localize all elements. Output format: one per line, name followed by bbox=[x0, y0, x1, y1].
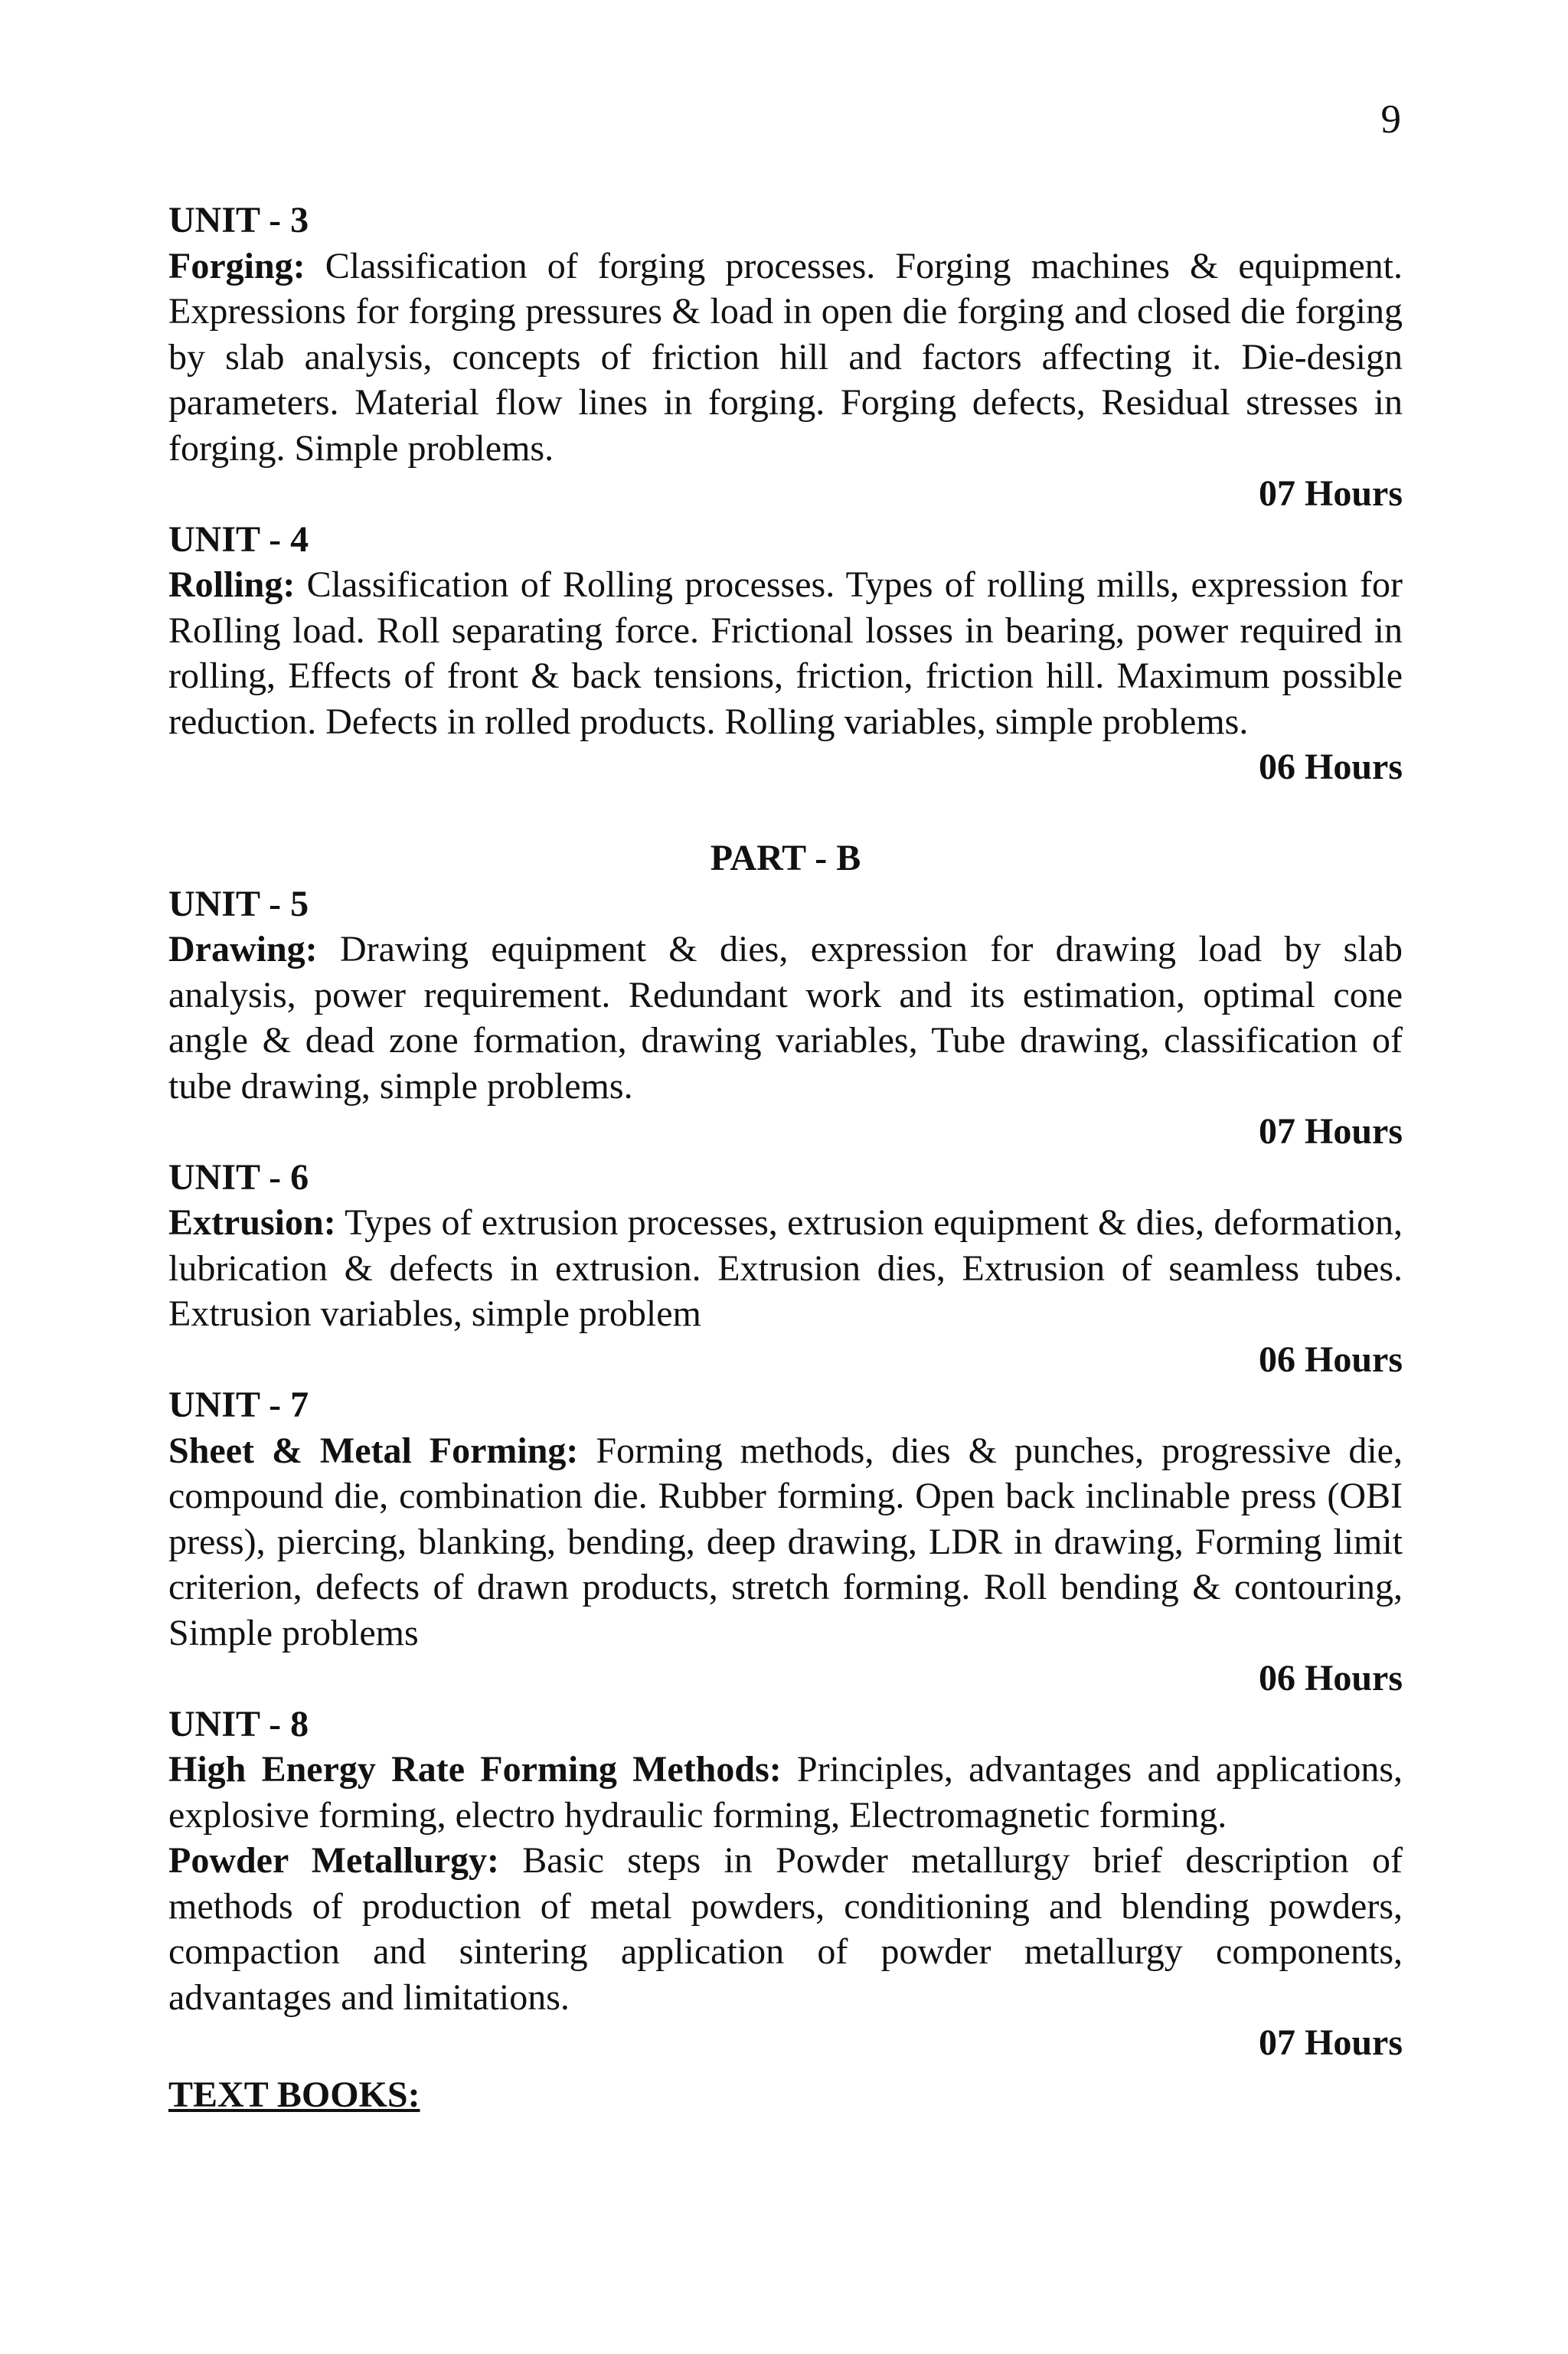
unit-7-text: Forming methods, dies & punches, progressive die, compound die, combination die. Rubber forming. Open back inclinable press (OBI press), piercing, blanking, bending, deep drawing, LDR in drawing, Forming limit criterion, defects of drawn products, stretch forming. Roll bending & contouring, Simple problems bbox=[168, 1430, 1403, 1653]
unit-7-topic: Sheet & Metal Forming: bbox=[168, 1430, 579, 1471]
unit-4-heading: UNIT - 4 bbox=[168, 518, 309, 560]
spacer bbox=[168, 790, 1403, 836]
unit-8-description-2 bbox=[168, 1838, 1403, 2020]
unit-8-hours: 07 Hours bbox=[1258, 2022, 1403, 2063]
unit-3-hours: 07 Hours bbox=[1258, 473, 1403, 514]
unit-5-hours: 07 Hours bbox=[1258, 1111, 1403, 1152]
unit-5-section bbox=[168, 881, 1403, 1155]
unit-7-description bbox=[168, 1428, 1403, 1656]
unit-6-hours: 06 Hours bbox=[1258, 1339, 1403, 1380]
unit-7-heading: UNIT - 7 bbox=[168, 1385, 309, 1425]
unit-7-section bbox=[168, 1382, 1403, 1702]
unit-4-description bbox=[168, 562, 1403, 744]
unit-4-hours: 06 Hours bbox=[1258, 747, 1403, 787]
unit-6-heading: UNIT - 6 bbox=[168, 1156, 309, 1198]
unit-5-heading: UNIT - 5 bbox=[168, 883, 309, 924]
unit-6-description bbox=[168, 1200, 1403, 1337]
syllabus-content bbox=[168, 198, 1403, 2117]
unit-7-hours: 06 Hours bbox=[1258, 1658, 1403, 1698]
unit-8-text-2: Basic steps in Powder metallurgy brief description of methods of production of metal powders, conditioning and blending powders, compaction and sintering application of powder metallurgy components, advantages and limitations. bbox=[168, 1840, 1403, 2018]
unit-3-topic: Forging: bbox=[168, 245, 305, 286]
unit-8-section bbox=[168, 1702, 1403, 2066]
unit-6-topic: Extrusion: bbox=[168, 1202, 336, 1243]
unit-8-heading: UNIT - 8 bbox=[168, 1703, 309, 1744]
part-b-heading: PART - B bbox=[710, 838, 861, 878]
unit-8-topic: High Energy Rate Forming Methods: bbox=[168, 1749, 782, 1790]
unit-4-text: Classification of Rolling processes. Types of rolling mills, expression for RoIling load. Roll separating force. Frictional losses in bearing, power required in rolling, Effects of front & back tensions, friction, friction hill. Maximum possible reduction. Defects in rolled products. Rolling variables, simple problems. bbox=[168, 564, 1403, 742]
unit-8-text: Principles, advantages and applications, explosive forming, electro hydraulic forming, Electromagnetic forming. bbox=[168, 1749, 1403, 1836]
unit-5-description bbox=[168, 927, 1403, 1109]
unit-3-section bbox=[168, 198, 1403, 517]
page-number: 9 bbox=[1380, 97, 1401, 142]
text-books-heading: TEXT BOOKS: bbox=[168, 2074, 420, 2115]
unit-8-topic-2: Powder Metallurgy: bbox=[168, 1840, 499, 1881]
unit-8-description bbox=[168, 1747, 1403, 1838]
unit-3-text: Classification of forging processes. Forging machines & equipment. Expressions for forging pressures & load in open die forging and closed die forging by slab analysis, concepts of friction hill and factors affecting it. Die-design parameters. Material flow lines in forging. Forging defects, Residual stresses in forging. Simple problems. bbox=[168, 245, 1403, 469]
unit-5-topic: Drawing: bbox=[168, 929, 318, 969]
unit-4-section bbox=[168, 517, 1403, 790]
unit-3-description bbox=[168, 244, 1403, 472]
unit-4-topic: Rolling: bbox=[168, 564, 296, 605]
unit-6-section bbox=[168, 1155, 1403, 1383]
unit-3-heading: UNIT - 3 bbox=[168, 200, 309, 240]
unit-5-text: Drawing equipment & dies, expression for drawing load by slab analysis, power requirement. Redundant work and its estimation, optimal cone angle & dead zone formation, drawing variables, Tube drawing, classification of tube drawing, simple problems. bbox=[168, 929, 1403, 1107]
unit-6-text: Types of extrusion processes, extrusion equipment & dies, deformation, lubrication & defects in extrusion. Extrusion dies, Extrusion of seamless tubes. Extrusion variables, simple problem bbox=[168, 1202, 1403, 1334]
